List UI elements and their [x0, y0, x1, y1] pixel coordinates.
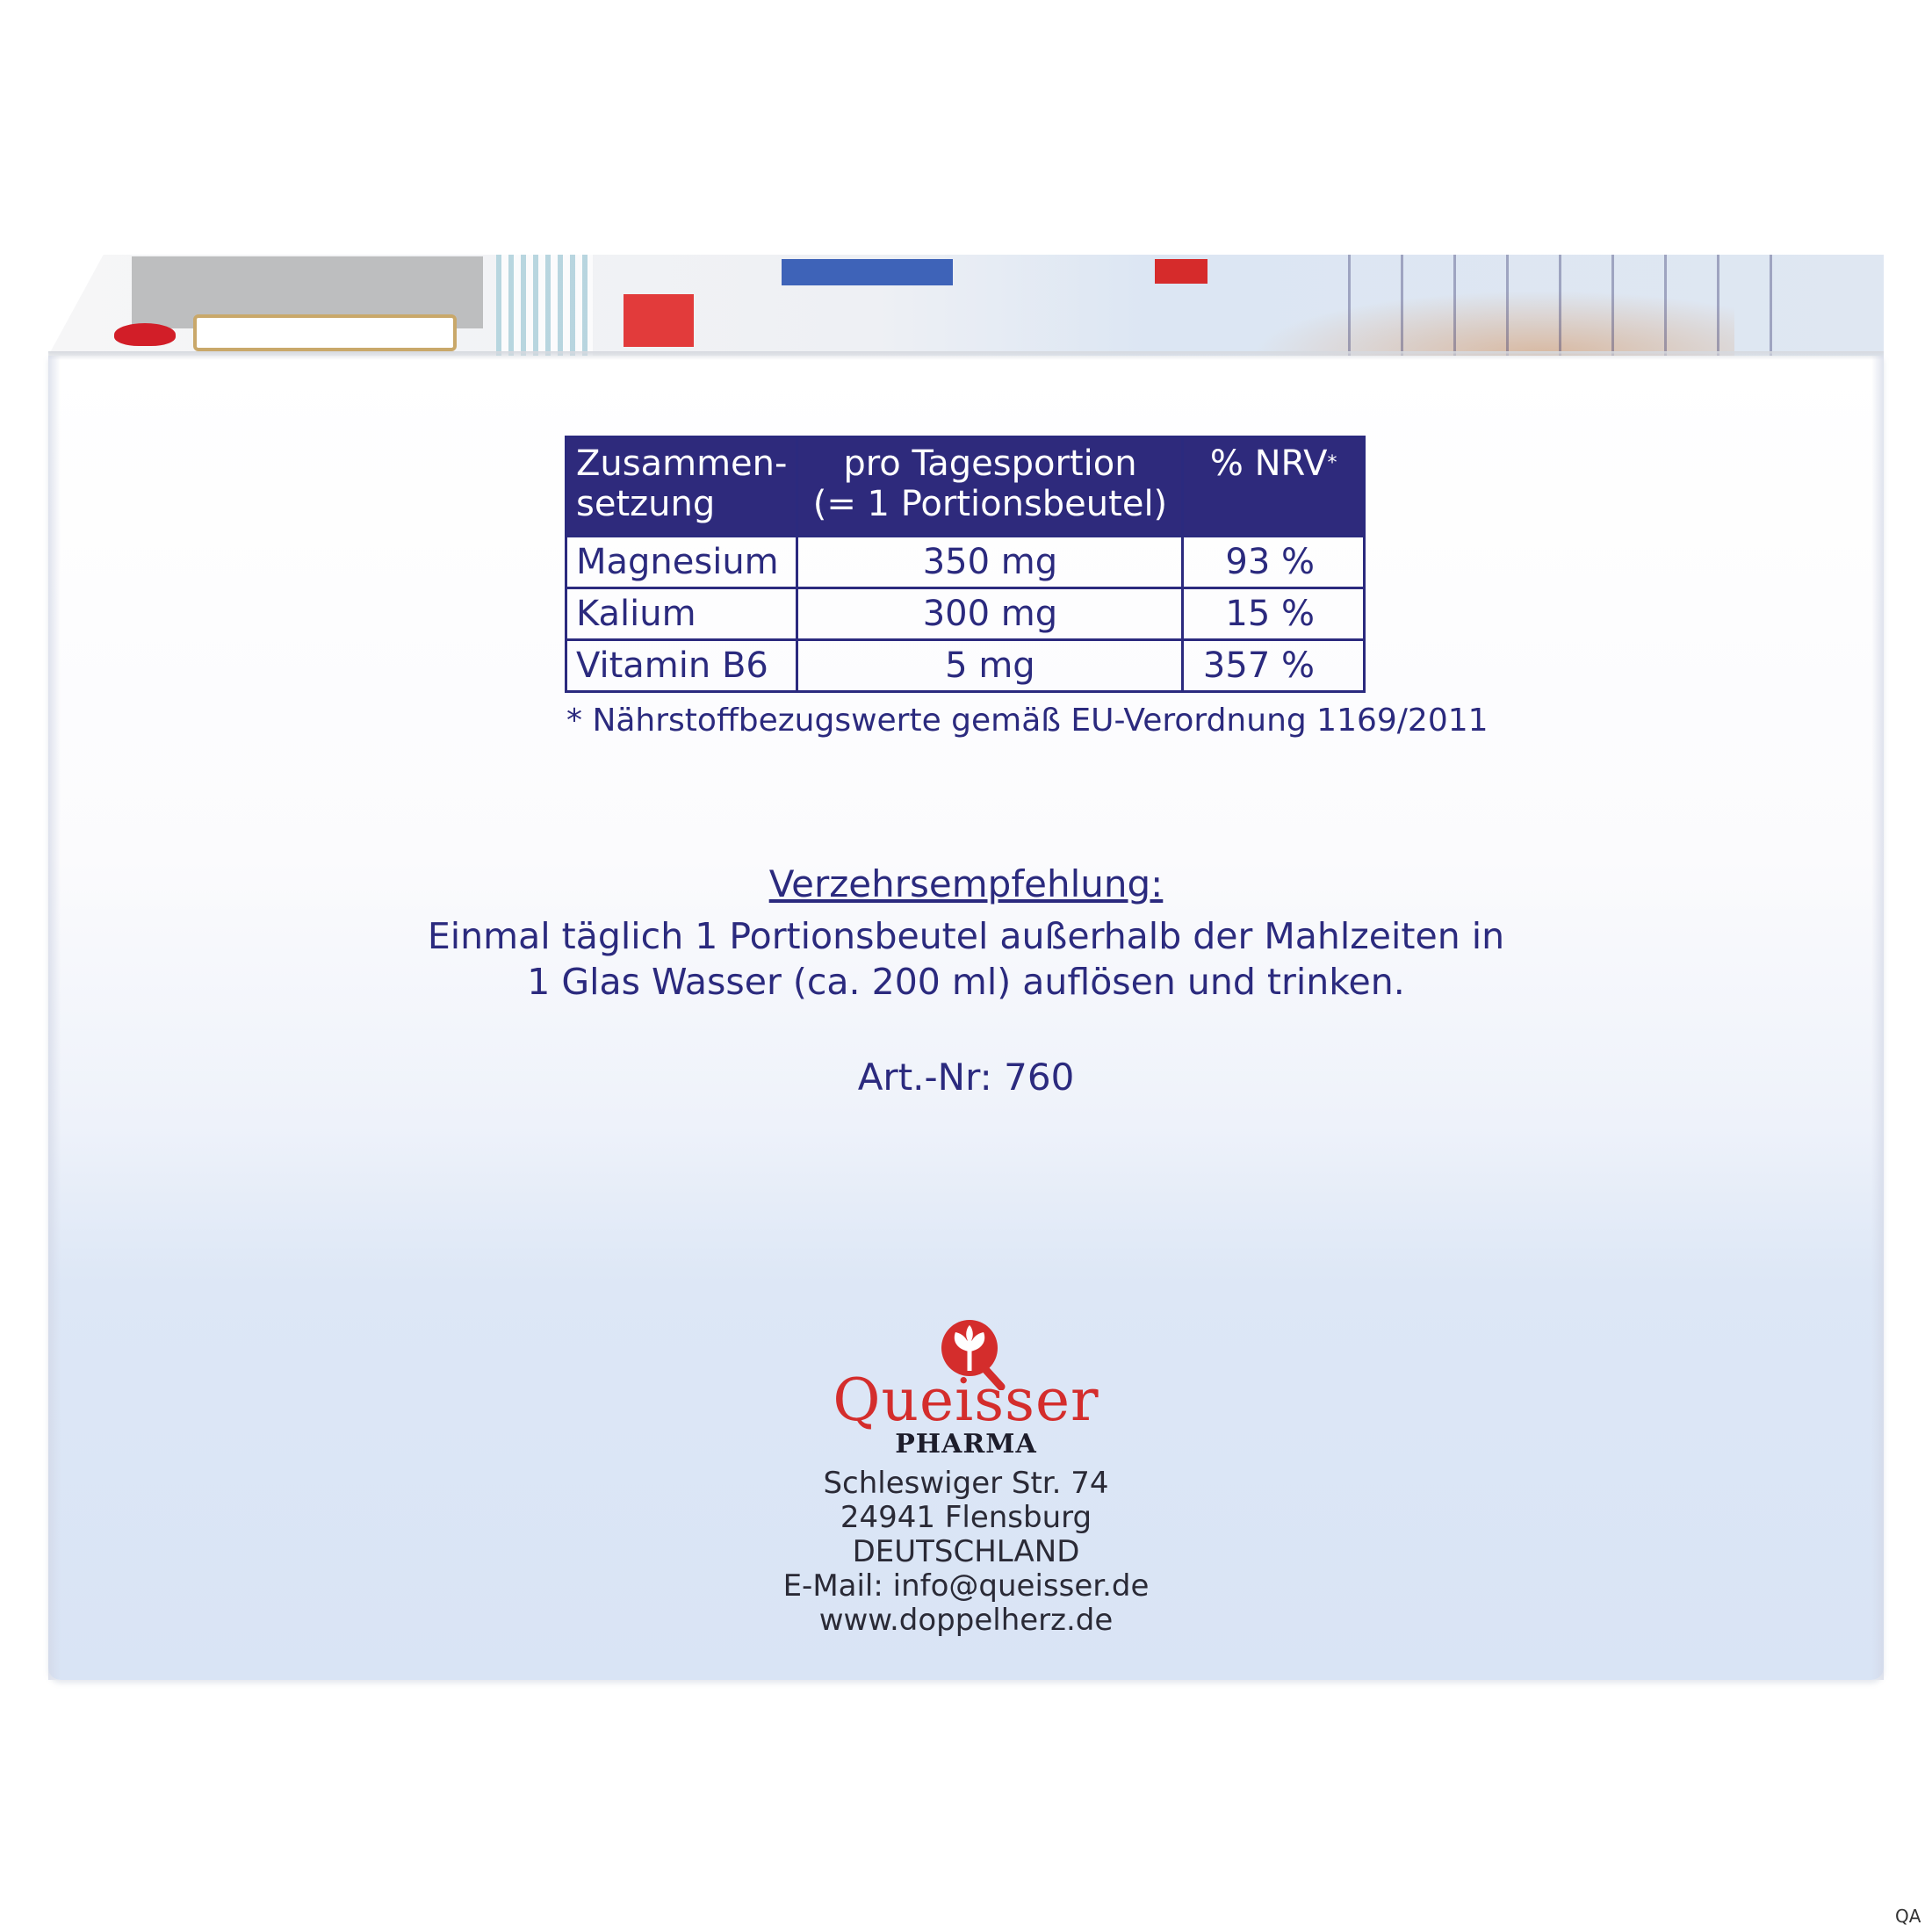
brand-name: Queisser — [833, 1366, 1099, 1434]
heart-icon — [114, 323, 176, 346]
address-street: Schleswiger Str. 74 — [823, 1466, 1109, 1501]
nutrient-amount: 300 mg — [797, 588, 1183, 640]
nutrient-amount: 350 mg — [797, 537, 1183, 588]
nutrient-nrv: 357 % — [1183, 640, 1365, 692]
article-number: Art.-Nr: 760 — [857, 1056, 1075, 1099]
address-website: www.doppelherz.de — [818, 1603, 1114, 1638]
address-city: 24941 Flensburg — [840, 1500, 1092, 1535]
table-row — [566, 588, 1365, 640]
top-product-name-area — [496, 255, 593, 356]
top-text-lines — [1322, 255, 1787, 356]
nrv-footnote: * Nährstoffbezugswerte gemäß EU-Verordnung 1169/2011 — [566, 703, 1489, 739]
dosage-line: 1 Glas Wasser (ca. 200 ml) auflösen und trinken. — [527, 961, 1405, 1003]
top-brand-logo — [193, 314, 457, 351]
nutrient-nrv: 93 % — [1183, 537, 1365, 588]
corner-mark: QA — [1895, 1906, 1921, 1927]
top-red-label — [1155, 259, 1208, 284]
box-top-flap — [48, 255, 1884, 356]
address-email: E-Mail: info@queisser.de — [782, 1568, 1150, 1604]
table-header-row — [566, 437, 1365, 537]
nutrient-name: Vitamin B6 — [566, 640, 797, 692]
nutrient-name: Magnesium — [566, 537, 797, 588]
address-country: DEUTSCHLAND — [852, 1534, 1080, 1569]
box-edge-shadow — [48, 351, 1884, 360]
brand-subtitle: PHARMA — [895, 1429, 1037, 1460]
company-address — [0, 1467, 1932, 1638]
header-composition: Zusammen- setzung — [566, 437, 797, 537]
header-per-portion: pro Tagesportion (= 1 Portionsbeutel) — [797, 437, 1183, 537]
top-blue-label — [782, 259, 953, 285]
dosage-heading: Verzehrsempfehlung: — [768, 862, 1164, 905]
nutrient-name: Kalium — [566, 588, 797, 640]
table-row — [566, 537, 1365, 588]
top-red-badge — [624, 294, 694, 347]
dosage-line: Einmal täglich 1 Portionsbeutel außerhalb der Mahlzeiten in — [427, 915, 1505, 957]
nutrient-nrv: 15 % — [1183, 588, 1365, 640]
header-nrv: % NRV* — [1183, 437, 1365, 537]
table-row — [566, 640, 1365, 692]
dosage-instructions — [0, 913, 1932, 1005]
nutrient-amount: 5 mg — [797, 640, 1183, 692]
nutrition-table — [565, 436, 1366, 693]
